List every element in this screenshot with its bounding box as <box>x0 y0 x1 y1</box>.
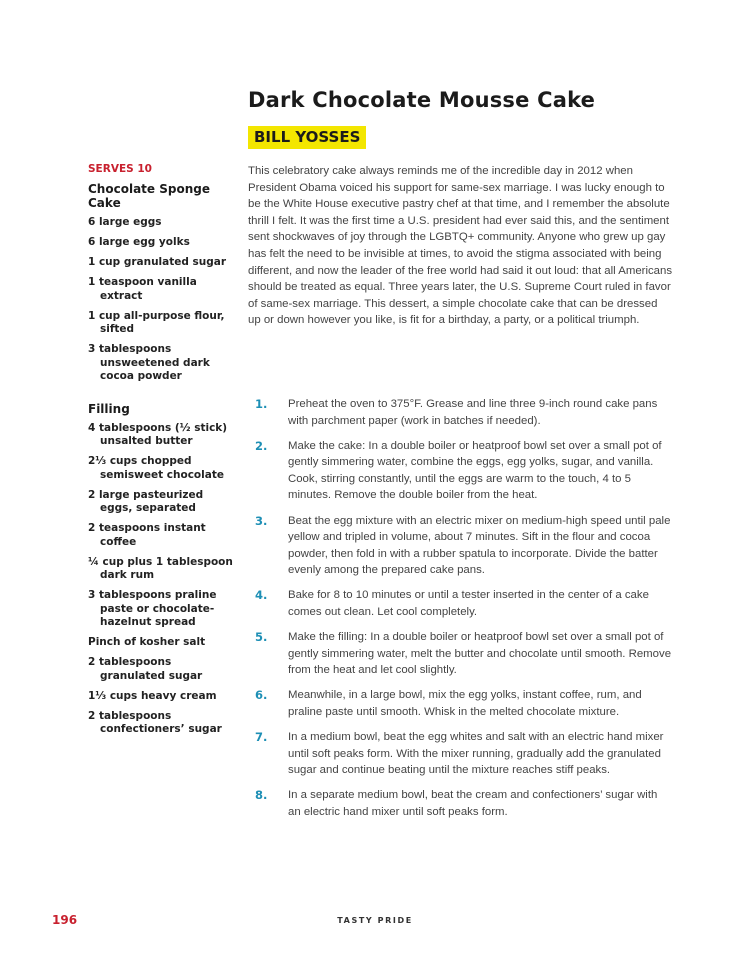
ingredient-item: 2⅓ cups chopped semisweet chocolate <box>88 455 224 481</box>
ingredient-item: ¼ cup plus 1 tablespoon dark rum <box>88 555 233 581</box>
running-footer: TASTY PRIDE <box>337 916 413 925</box>
page-number: 196 <box>52 913 78 927</box>
sponge-heading: Chocolate Sponge Cake <box>88 182 210 210</box>
filling-ingredient-list <box>88 422 233 737</box>
step-item <box>255 396 673 429</box>
step-text: Meanwhile, in a large bowl, mix the egg yolks, instant coffee, rum, and praline paste until smooth. Whisk in the melted chocolate mixture. <box>288 689 642 718</box>
sponge-ingredient-list <box>88 216 233 384</box>
recipe-intro: This celebratory cake always reminds me of the incredible day in 2012 when President Obama voiced his support for same-sex marriage. I was lucky enough to be the White House executive pastry chef at that time, and I remember the absolute thrill I felt. It was the first time a U.S. president had ever said this, and the sentiment sent shockwaves of joy through the LGBTQ+ community. Anyone who grew up gay has felt the need to be invisible at times, to avoid the stigma associated with being different, and now the leader of the free world had said it out loud: that all Americans should be treated as equal. Three years later, the U.S. Supreme Court ruled in favor of same-sex marriage. This dessert, a simple chocolate cake that can be dressed up or down however you like, is fit for a birthday, a party, or a political triumph. <box>248 165 673 327</box>
ingredient-item: 1 cup all-purpose flour, sifted <box>88 309 225 335</box>
step-number: 2. <box>255 438 268 453</box>
step-number: 6. <box>255 688 268 703</box>
ingredient-item: 2 tablespoons granulated sugar <box>88 656 203 682</box>
step-number: 3. <box>255 513 268 528</box>
step-text: Make the filling: In a double boiler or heatproof bowl set over a small pot of gently simmering water, melt the butter and chocolate until smooth. Remove from the heat and let cool slightly. <box>288 631 672 677</box>
ingredients-column <box>88 163 233 743</box>
author-name: BILL YOSSES <box>248 126 366 149</box>
step-text: Preheat the oven to 375°F. Grease and line three 9-inch round cake pans with parchment paper (work in batches if needed). <box>288 398 658 427</box>
ingredient-item: 3 tablespoons praline paste or chocolate-hazelnut spread <box>88 589 217 628</box>
step-item <box>255 629 673 679</box>
filling-heading: Filling <box>88 401 130 416</box>
ingredient-item: 2 large pasteurized eggs, separated <box>88 488 204 514</box>
ingredient-item: 1 teaspoon vanilla extract <box>88 276 197 302</box>
step-item <box>255 513 673 579</box>
step-number: 1. <box>255 397 268 411</box>
step-number: 7. <box>255 730 268 745</box>
ingredient-item: 1⅓ cups heavy cream <box>88 689 217 702</box>
step-text: In a separate medium bowl, beat the cream and confectioners’ sugar with an electric hand mixer until soft peaks form. <box>288 789 658 818</box>
step-text: Beat the egg mixture with an electric mixer on medium-high speed until pale yellow and tripled in volume, about 7 minutes. Sift in the flour and cocoa powder, then fold in with a rubber spatula to incorporate. Divide the batter evenly among the prepared cake pans. <box>288 514 671 577</box>
ingredient-item: Pinch of kosher salt <box>88 636 206 648</box>
step-item <box>255 787 673 820</box>
step-item <box>255 438 673 504</box>
step-number: 4. <box>255 588 268 603</box>
step-number: 5. <box>255 630 268 645</box>
step-text: In a medium bowl, beat the egg whites and salt with an electric hand mixer until soft peaks form. With the mixer running, gradually add the granulated sugar and continue beating until the mixture reaches stiff peaks. <box>288 731 664 777</box>
step-text: Make the cake: In a double boiler or heatproof bowl set over a small pot of gently simmering water, combine the eggs, egg yolks, sugar, and vanilla. Cook, stirring constantly, until the eggs are warm to the touch, 4 to 5 minutes. Remove the double boiler from the heat. <box>288 439 662 502</box>
ingredient-item: 3 tablespoons unsweetened dark cocoa powder <box>88 343 210 382</box>
step-item <box>255 729 673 779</box>
recipe-title: Dark Chocolate Mousse Cake <box>248 88 596 112</box>
ingredient-item: 4 tablespoons (½ stick) unsalted butter <box>88 421 228 447</box>
ingredient-item: 2 teaspoons instant coffee <box>88 522 206 548</box>
method-steps <box>255 396 673 829</box>
step-text: Bake for 8 to 10 minutes or until a tester inserted in the center of a cake comes out clean. Let cool completely. <box>288 589 649 619</box>
ingredient-item: 6 large eggs <box>88 216 162 228</box>
step-item <box>255 587 673 620</box>
serves-label: SERVES 10 <box>88 163 152 175</box>
ingredient-item: 6 large egg yolks <box>88 236 190 248</box>
step-number: 8. <box>255 788 268 803</box>
ingredient-item: 1 cup granulated sugar <box>88 256 227 268</box>
step-item <box>255 687 673 720</box>
ingredient-item: 2 tablespoons confectioners’ sugar <box>88 709 222 735</box>
